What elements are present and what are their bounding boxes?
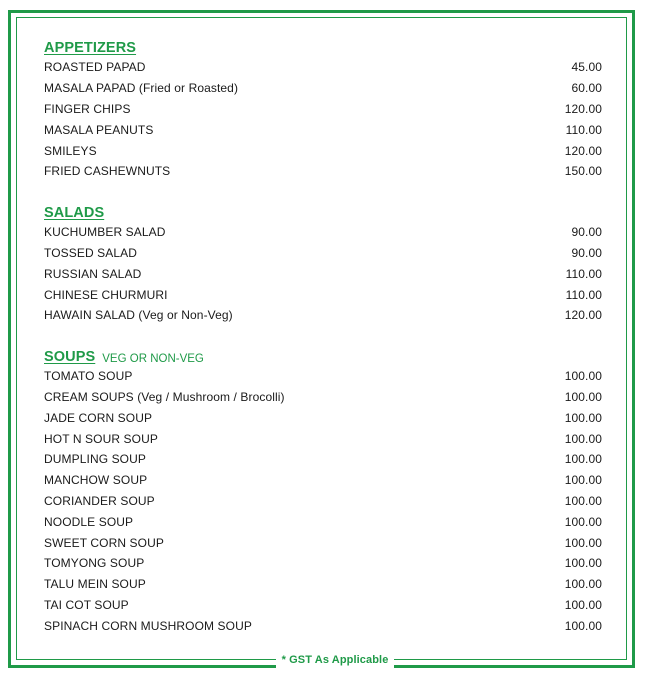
gst-note: * GST As Applicable xyxy=(281,654,389,666)
menu-item xyxy=(44,161,602,182)
menu-section-soups xyxy=(44,341,602,636)
menu-item xyxy=(44,553,602,574)
menu-section-salads xyxy=(44,197,602,326)
section-header xyxy=(44,197,602,222)
item-price: 100.00 xyxy=(564,473,602,488)
item-name: TAI COT SOUP xyxy=(44,597,129,612)
item-name: TALU MEIN SOUP xyxy=(44,577,146,592)
item-price: 90.00 xyxy=(571,225,602,240)
item-name: CREAM SOUPS (Veg / Mushroom / Brocolli) xyxy=(44,389,285,404)
item-price: 90.00 xyxy=(571,245,602,260)
item-price: 100.00 xyxy=(564,514,602,529)
section-header xyxy=(44,341,602,366)
item-name: TOSSED SALAD xyxy=(44,245,138,260)
item-price: 110.00 xyxy=(565,287,602,302)
item-name: CHINESE CHURMURI xyxy=(44,287,168,302)
item-price: 100.00 xyxy=(564,556,602,571)
item-name: CORIANDER SOUP xyxy=(44,493,155,508)
section-subtitle: VEG OR NON-VEG xyxy=(102,352,204,365)
menu-item xyxy=(44,57,602,78)
menu-item xyxy=(44,491,602,512)
item-name: JADE CORN SOUP xyxy=(44,410,153,425)
item-name: MANCHOW SOUP xyxy=(44,473,148,488)
item-price: 100.00 xyxy=(564,389,602,404)
item-price: 45.00 xyxy=(571,60,602,75)
item-name: NOODLE SOUP xyxy=(44,514,134,529)
item-price: 100.00 xyxy=(564,493,602,508)
menu-item xyxy=(44,119,602,140)
item-price: 120.00 xyxy=(564,101,602,116)
menu-item xyxy=(44,595,602,616)
item-name: MASALA PEANUTS xyxy=(44,122,154,137)
item-name: HOT N SOUR SOUP xyxy=(44,431,158,446)
menu-item xyxy=(44,140,602,161)
menu-item xyxy=(44,366,602,387)
item-price: 100.00 xyxy=(564,431,602,446)
item-name: SPINACH CORN MUSHROOM SOUP xyxy=(44,618,252,633)
item-price: 110.00 xyxy=(565,122,602,137)
item-name: HAWAIN SALAD (Veg or Non-Veg) xyxy=(44,308,233,323)
item-price: 100.00 xyxy=(564,577,602,592)
item-price: 100.00 xyxy=(564,410,602,425)
menu-item xyxy=(44,305,602,326)
item-price: 100.00 xyxy=(564,369,602,384)
menu-section-appetizers xyxy=(44,32,602,182)
item-name: FRIED CASHEWNUTS xyxy=(44,164,171,179)
section-title: SALADS xyxy=(44,204,105,221)
item-name: SWEET CORN SOUP xyxy=(44,535,164,550)
item-name: ROASTED PAPAD xyxy=(44,60,146,75)
item-price: 100.00 xyxy=(564,452,602,467)
menu-item xyxy=(44,243,602,264)
menu-item xyxy=(44,511,602,532)
menu-item xyxy=(44,449,602,470)
item-name: RUSSIAN SALAD xyxy=(44,266,142,281)
menu-item xyxy=(44,428,602,449)
menu-list xyxy=(44,32,602,651)
item-price: 60.00 xyxy=(571,81,602,96)
menu-item xyxy=(44,263,602,284)
item-price: 100.00 xyxy=(564,618,602,633)
menu-item xyxy=(44,532,602,553)
menu-item xyxy=(44,407,602,428)
item-price: 100.00 xyxy=(564,597,602,612)
item-name: DUMPLING SOUP xyxy=(44,452,146,467)
item-name: MASALA PAPAD (Fried or Roasted) xyxy=(44,81,239,96)
item-price: 100.00 xyxy=(564,535,602,550)
menu-item xyxy=(44,284,602,305)
item-name: SMILEYS xyxy=(44,143,97,158)
menu-item xyxy=(44,387,602,408)
menu-item xyxy=(44,615,602,636)
item-price: 110.00 xyxy=(565,266,602,281)
section-title: APPETIZERS xyxy=(44,40,137,56)
section-header xyxy=(44,32,602,57)
item-price: 120.00 xyxy=(564,143,602,158)
menu-item xyxy=(44,222,602,243)
item-name: TOMATO SOUP xyxy=(44,369,133,384)
menu-item xyxy=(44,78,602,99)
item-name: TOMYONG SOUP xyxy=(44,556,145,571)
item-name: FINGER CHIPS xyxy=(44,101,131,116)
item-price: 120.00 xyxy=(564,308,602,323)
menu-item xyxy=(44,574,602,595)
menu-item xyxy=(44,470,602,491)
item-price: 150.00 xyxy=(564,164,602,179)
item-name: KUCHUMBER SALAD xyxy=(44,225,166,240)
section-title: SOUPS xyxy=(44,348,96,365)
menu-item xyxy=(44,99,602,120)
